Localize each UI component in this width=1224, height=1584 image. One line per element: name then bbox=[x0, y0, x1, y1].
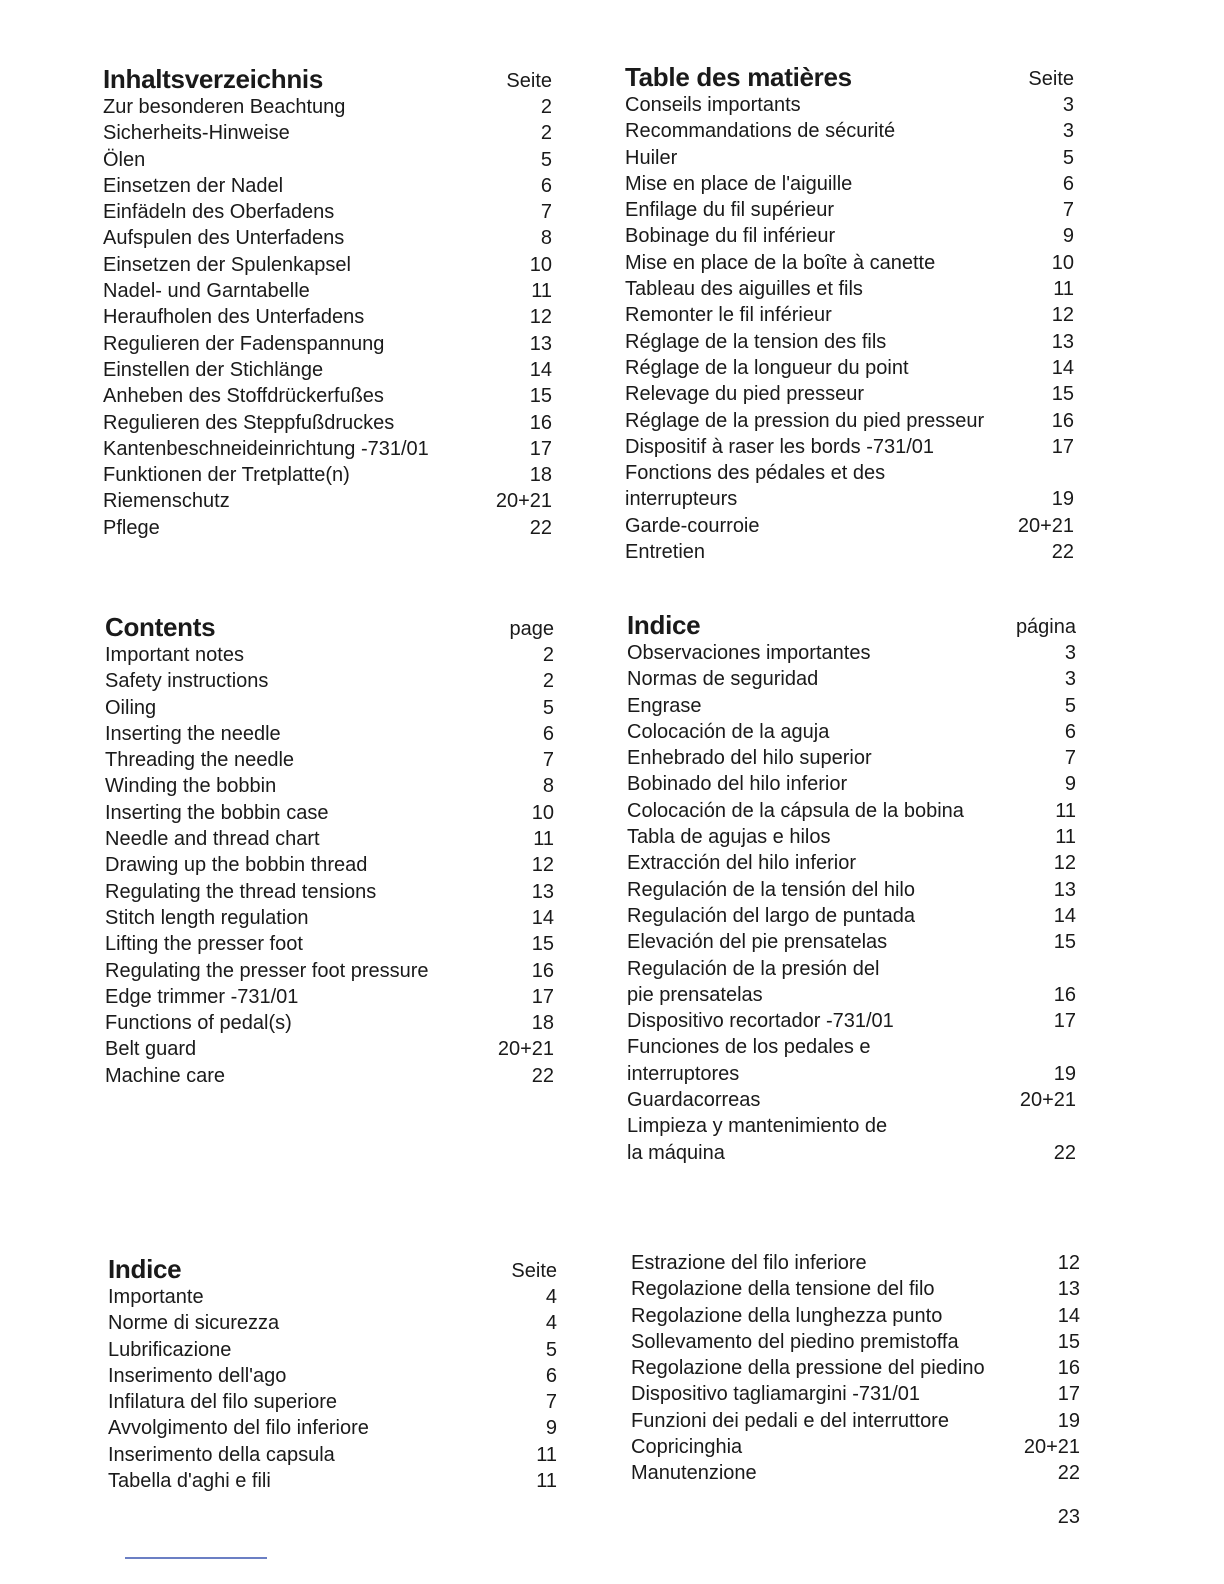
toc-entry-page: 7 bbox=[545, 1391, 557, 1414]
toc-entry bbox=[625, 223, 1074, 249]
toc-entry-page: 19 bbox=[1051, 488, 1074, 511]
toc-entry bbox=[627, 850, 1076, 876]
toc-entry bbox=[625, 302, 1074, 328]
toc-entry-page: 9 bbox=[545, 1417, 557, 1440]
toc-entry bbox=[627, 771, 1076, 797]
toc-entry bbox=[105, 852, 554, 878]
toc-entry bbox=[625, 513, 1074, 539]
toc-entry bbox=[103, 304, 552, 330]
toc-entry-page: 14 bbox=[1057, 1304, 1080, 1327]
toc-entry-page: 12 bbox=[529, 306, 552, 329]
toc-entry-label: Einsetzen der Nadel bbox=[103, 174, 284, 197]
toc-entry-label: Conseils importants bbox=[625, 94, 801, 116]
toc-entry-label: Oiling bbox=[105, 696, 157, 719]
toc-entry-page: 6 bbox=[1064, 720, 1076, 743]
toc-entry-label: Inserting the bobbin case bbox=[105, 801, 329, 824]
toc-entry bbox=[105, 1010, 554, 1036]
toc-entry-page: 8 bbox=[542, 775, 554, 798]
page-number: 23 bbox=[1057, 1506, 1080, 1528]
toc-spanish-page-label: página bbox=[1015, 616, 1076, 638]
toc-entry-page: 19 bbox=[1053, 1062, 1076, 1085]
toc-entry bbox=[103, 410, 552, 436]
toc-entry-page: 12 bbox=[531, 854, 554, 877]
toc-french-list bbox=[625, 92, 1074, 565]
toc-entry-page: 5 bbox=[540, 148, 552, 171]
toc-entry-page: 11 bbox=[533, 828, 554, 851]
toc-entry bbox=[108, 1284, 557, 1310]
toc-entry-label: Inserting the needle bbox=[105, 722, 281, 745]
toc-entry-label: Regulieren des Steppfußdruckes bbox=[103, 411, 395, 434]
toc-entry-page: 13 bbox=[1053, 878, 1076, 901]
toc-entry bbox=[625, 197, 1074, 223]
toc-entry bbox=[103, 488, 552, 514]
toc-entry-label: Huiler bbox=[625, 146, 678, 169]
toc-entry-label: Bobinage du fil inférieur bbox=[625, 225, 836, 248]
toc-entry-label: Manutenzione bbox=[631, 1462, 757, 1485]
toc-entry bbox=[105, 773, 554, 799]
toc-entry-label: Funzioni dei pedali e del interruttore bbox=[631, 1409, 949, 1432]
toc-entry-page: 5 bbox=[542, 696, 554, 719]
toc-entry-label: Mise en place de la boîte à canette bbox=[625, 251, 936, 274]
toc-entry-page: 17 bbox=[1057, 1383, 1080, 1406]
toc-entry-label: Colocación de la aguja bbox=[627, 720, 830, 743]
toc-entry bbox=[105, 800, 554, 826]
toc-entry-page: 10 bbox=[531, 801, 554, 824]
toc-entry-label: Important notes bbox=[105, 644, 244, 666]
toc-entry-label: Réglage de la longueur du point bbox=[625, 356, 909, 379]
toc-entry-page: 7 bbox=[1064, 747, 1076, 770]
toc-entry-page: 15 bbox=[529, 385, 552, 408]
toc-entry bbox=[631, 1460, 1080, 1486]
toc-entry-page: 22 bbox=[1051, 541, 1074, 564]
toc-entry-page: 11 bbox=[536, 1470, 557, 1493]
toc-entry bbox=[108, 1363, 557, 1389]
toc-entry-label: Estrazione del filo inferiore bbox=[631, 1252, 867, 1274]
toc-entry-page: 8 bbox=[540, 227, 552, 250]
toc-italian-continued-list bbox=[631, 1250, 1080, 1487]
toc-entry-label: Réglage de la tension des fils bbox=[625, 330, 887, 353]
toc-entry bbox=[108, 1468, 557, 1494]
toc-entry-label: Enhebrado del hilo superior bbox=[627, 747, 872, 770]
toc-entry-label: interrupteurs bbox=[625, 488, 738, 511]
toc-entry bbox=[105, 958, 554, 984]
toc-entry-page: 20+21 bbox=[497, 1038, 554, 1061]
toc-entry bbox=[631, 1355, 1080, 1381]
toc-entry bbox=[627, 1034, 1076, 1060]
toc-entry-page: 10 bbox=[1051, 251, 1074, 274]
toc-entry bbox=[627, 1087, 1076, 1113]
toc-entry-page: 9 bbox=[1064, 773, 1076, 796]
toc-entry bbox=[105, 721, 554, 747]
toc-entry bbox=[105, 747, 554, 773]
toc-entry-page: 16 bbox=[1057, 1357, 1080, 1380]
toc-entry-page: 5 bbox=[1064, 694, 1076, 717]
toc-entry-page: 14 bbox=[531, 906, 554, 929]
toc-entry-page: 13 bbox=[1057, 1278, 1080, 1301]
toc-entry bbox=[627, 745, 1076, 771]
toc-entry-label: Edge trimmer -731/01 bbox=[105, 985, 299, 1008]
toc-entry bbox=[627, 666, 1076, 692]
toc-entry-label: Copricinghia bbox=[631, 1436, 743, 1459]
toc-entry-label: Kantenbeschneideinrichtung -731/01 bbox=[103, 437, 429, 460]
toc-entry-page: 20+21 bbox=[1023, 1436, 1080, 1459]
toc-entry bbox=[625, 329, 1074, 355]
toc-entry bbox=[625, 118, 1074, 144]
toc-entry bbox=[625, 460, 1074, 486]
toc-entry-label: Dispositif à raser les bords -731/01 bbox=[625, 435, 935, 458]
toc-entry-label: Elevación del pie prensatelas bbox=[627, 931, 888, 954]
toc-entry bbox=[103, 383, 552, 409]
toc-entry-label: Observaciones importantes bbox=[627, 642, 871, 664]
toc-spanish-list bbox=[627, 640, 1076, 1166]
toc-entry-label: Lubrificazione bbox=[108, 1338, 232, 1361]
toc-entry bbox=[105, 642, 554, 668]
toc-entry-label: Engrase bbox=[627, 694, 702, 717]
toc-entry bbox=[105, 668, 554, 694]
toc-entry-page: 16 bbox=[529, 411, 552, 434]
toc-entry-label: Limpieza y mantenimiento de bbox=[627, 1115, 888, 1138]
toc-entry-page: 9 bbox=[1062, 225, 1074, 248]
toc-english-page-label: page bbox=[509, 618, 554, 640]
toc-entry bbox=[103, 94, 552, 120]
toc-entry-page: 11 bbox=[1055, 799, 1076, 822]
toc-entry bbox=[627, 719, 1076, 745]
toc-entry bbox=[625, 408, 1074, 434]
toc-entry-label: Dispositivo recortador -731/01 bbox=[627, 1010, 894, 1033]
toc-entry-label: Extracción del hilo inferior bbox=[627, 852, 856, 875]
toc-entry-page: 13 bbox=[529, 332, 552, 355]
toc-entry-page: 15 bbox=[1057, 1330, 1080, 1353]
toc-entry-label: Colocación de la cápsula de la bobina bbox=[627, 799, 964, 822]
toc-entry bbox=[103, 199, 552, 225]
toc-entry-label: Lifting the presser foot bbox=[105, 933, 303, 956]
toc-entry bbox=[108, 1337, 557, 1363]
toc-entry-page: 14 bbox=[1053, 904, 1076, 927]
toc-entry bbox=[105, 879, 554, 905]
toc-entry bbox=[627, 824, 1076, 850]
toc-entry-label: Regulating the presser foot pressure bbox=[105, 959, 429, 982]
toc-entry-page: 13 bbox=[531, 880, 554, 903]
toc-entry-label: Infilatura del filo superiore bbox=[108, 1391, 338, 1414]
toc-entry-page: 2 bbox=[542, 644, 554, 666]
toc-entry bbox=[631, 1250, 1080, 1276]
toc-entry-page: 22 bbox=[1057, 1462, 1080, 1485]
toc-entry bbox=[631, 1276, 1080, 1302]
toc-entry-page: 6 bbox=[1062, 172, 1074, 195]
toc-entry-label: Pflege bbox=[103, 516, 160, 539]
toc-entry bbox=[103, 147, 552, 173]
toc-german-title: Inhaltsverzeichnis bbox=[103, 64, 324, 94]
toc-entry bbox=[105, 1036, 554, 1062]
toc-entry-page: 18 bbox=[529, 464, 552, 487]
toc-entry-page: 2 bbox=[540, 96, 552, 118]
toc-german bbox=[103, 64, 552, 541]
toc-entry-page: 20+21 bbox=[1019, 1089, 1076, 1112]
toc-entry-label: Inserimento dell'ago bbox=[108, 1364, 287, 1387]
toc-entry bbox=[105, 1063, 554, 1089]
toc-entry bbox=[627, 640, 1076, 666]
toc-entry-page: 11 bbox=[536, 1443, 557, 1466]
toc-spanish bbox=[627, 610, 1076, 1166]
toc-entry-page: 22 bbox=[529, 516, 552, 539]
toc-entry bbox=[103, 331, 552, 357]
toc-entry-page: 16 bbox=[1051, 409, 1074, 432]
toc-entry-page: 19 bbox=[1057, 1409, 1080, 1432]
toc-entry-label: Heraufholen des Unterfadens bbox=[103, 306, 365, 329]
toc-entry-label: Tableau des aiguilles et fils bbox=[625, 278, 863, 301]
toc-entry-label: Sicherheits-Hinweise bbox=[103, 122, 290, 145]
toc-entry-page: 7 bbox=[1062, 199, 1074, 222]
toc-entry-label: Regulación de la presión del bbox=[627, 957, 880, 980]
toc-entry bbox=[631, 1303, 1080, 1329]
toc-entry bbox=[103, 252, 552, 278]
toc-entry-label: Bobinado del hilo inferior bbox=[627, 773, 848, 796]
toc-entry-label: Aufspulen des Unterfadens bbox=[103, 227, 345, 250]
toc-entry-page: 17 bbox=[1051, 435, 1074, 458]
toc-entry-page: 13 bbox=[1051, 330, 1074, 353]
toc-entry-page: 12 bbox=[1057, 1252, 1080, 1274]
toc-entry-page: 22 bbox=[531, 1064, 554, 1087]
toc-italian bbox=[108, 1254, 557, 1494]
toc-entry bbox=[631, 1408, 1080, 1434]
toc-entry-label: Tabla de agujas e hilos bbox=[627, 826, 831, 849]
toc-entry bbox=[631, 1329, 1080, 1355]
toc-entry bbox=[625, 434, 1074, 460]
toc-entry-page: 3 bbox=[1064, 668, 1076, 691]
toc-entry-label: Regolazione della lunghezza punto bbox=[631, 1304, 943, 1327]
toc-italian-continued bbox=[631, 1250, 1080, 1487]
toc-entry bbox=[627, 693, 1076, 719]
toc-entry-label: Guardacorreas bbox=[627, 1089, 761, 1112]
toc-entry bbox=[625, 381, 1074, 407]
toc-entry-page: 12 bbox=[1053, 852, 1076, 875]
toc-entry bbox=[627, 903, 1076, 929]
toc-entry bbox=[627, 982, 1076, 1008]
toc-french bbox=[625, 62, 1074, 565]
toc-entry bbox=[625, 355, 1074, 381]
toc-entry-page: 20+21 bbox=[495, 490, 552, 513]
toc-entry-page: 16 bbox=[531, 959, 554, 982]
toc-entry-label: Regulación de la tensión del hilo bbox=[627, 878, 915, 901]
toc-entry bbox=[103, 515, 552, 541]
toc-entry-label: Needle and thread chart bbox=[105, 828, 320, 851]
toc-entry bbox=[625, 539, 1074, 565]
toc-entry-label: Funktionen der Tretplatte(n) bbox=[103, 464, 350, 487]
toc-entry bbox=[103, 462, 552, 488]
toc-entry-label: Funciones de los pedales e bbox=[627, 1036, 871, 1059]
toc-entry bbox=[627, 956, 1076, 982]
toc-entry-label: Mise en place de l'aiguille bbox=[625, 172, 853, 195]
toc-entry-label: Ölen bbox=[103, 148, 146, 171]
toc-entry-page: 6 bbox=[542, 722, 554, 745]
toc-french-page-label: Seite bbox=[1028, 68, 1074, 90]
toc-entry-label: Belt guard bbox=[105, 1038, 197, 1061]
toc-entry-label: Regolazione della pressione del piedino bbox=[631, 1357, 985, 1380]
toc-entry-label: Zur besonderen Beachtung bbox=[103, 96, 346, 118]
toc-entry-page: 2 bbox=[542, 670, 554, 693]
toc-entry-label: Regolazione della tensione del filo bbox=[631, 1278, 935, 1301]
toc-entry bbox=[105, 905, 554, 931]
toc-entry-label: Regulating the thread tensions bbox=[105, 880, 377, 903]
toc-entry bbox=[108, 1389, 557, 1415]
toc-entry-page: 22 bbox=[1053, 1141, 1076, 1164]
toc-entry-label: Entretien bbox=[625, 541, 706, 564]
toc-italian-page-label: Seite bbox=[511, 1260, 557, 1282]
toc-entry-label: Sollevamento del piedino premistoffa bbox=[631, 1330, 959, 1353]
toc-entry bbox=[105, 931, 554, 957]
toc-entry-page: 15 bbox=[531, 933, 554, 956]
toc-entry-label: Norme di sicurezza bbox=[108, 1312, 280, 1335]
toc-entry-page: 11 bbox=[1053, 278, 1074, 301]
toc-entry bbox=[627, 1061, 1076, 1087]
toc-entry-label: Regulación del largo de puntada bbox=[627, 904, 915, 927]
toc-entry-page: 5 bbox=[1062, 146, 1074, 169]
toc-entry-page: 16 bbox=[1053, 983, 1076, 1006]
toc-entry-label: pie prensatelas bbox=[627, 983, 763, 1006]
toc-entry-label: Functions of pedal(s) bbox=[105, 1012, 292, 1035]
toc-entry bbox=[625, 171, 1074, 197]
toc-entry-label: interruptores bbox=[627, 1062, 740, 1085]
toc-entry-page: 11 bbox=[1055, 826, 1076, 849]
toc-entry-label: Inserimento della capsula bbox=[108, 1443, 335, 1466]
toc-entry-label: Dispositivo tagliamargini -731/01 bbox=[631, 1383, 921, 1406]
toc-entry-label: Stitch length regulation bbox=[105, 906, 309, 929]
toc-entry bbox=[625, 486, 1074, 512]
toc-entry bbox=[627, 1140, 1076, 1166]
toc-german-page-label: Seite bbox=[506, 70, 552, 92]
toc-entry-label: Drawing up the bobbin thread bbox=[105, 854, 368, 877]
toc-entry bbox=[625, 92, 1074, 118]
toc-entry-label: Threading the needle bbox=[105, 749, 295, 772]
toc-entry-label: Einfädeln des Oberfadens bbox=[103, 201, 335, 224]
toc-entry-page: 6 bbox=[545, 1364, 557, 1387]
toc-entry-label: Avvolgimento del filo inferiore bbox=[108, 1417, 369, 1440]
toc-entry bbox=[627, 798, 1076, 824]
toc-italian-title: Indice bbox=[108, 1254, 182, 1284]
toc-entry bbox=[103, 357, 552, 383]
toc-entry-page: 10 bbox=[529, 253, 552, 276]
toc-entry bbox=[625, 250, 1074, 276]
toc-entry-label: Einsetzen der Spulenkapsel bbox=[103, 253, 351, 276]
toc-entry-page: 3 bbox=[1062, 94, 1074, 116]
toc-entry-label: Réglage de la pression du pied presseur bbox=[625, 409, 985, 432]
toc-entry-page: 17 bbox=[531, 985, 554, 1008]
toc-entry-label: Importante bbox=[108, 1286, 204, 1308]
toc-entry bbox=[103, 225, 552, 251]
toc-entry-page: 7 bbox=[540, 201, 552, 224]
toc-entry-page: 4 bbox=[545, 1312, 557, 1335]
toc-entry bbox=[105, 695, 554, 721]
toc-entry-page: 2 bbox=[540, 122, 552, 145]
toc-entry bbox=[105, 984, 554, 1010]
toc-entry-label: Fonctions des pédales et des bbox=[625, 462, 886, 485]
toc-entry bbox=[108, 1415, 557, 1441]
toc-entry bbox=[627, 1008, 1076, 1034]
toc-entry-label: Recommandations de sécurité bbox=[625, 120, 896, 143]
toc-english bbox=[105, 612, 554, 1089]
toc-entry bbox=[108, 1310, 557, 1336]
toc-entry bbox=[627, 1113, 1076, 1139]
toc-entry-page: 17 bbox=[529, 437, 552, 460]
toc-entry-label: Einstellen der Stichlänge bbox=[103, 358, 324, 381]
toc-entry-page: 18 bbox=[531, 1012, 554, 1035]
toc-italian-list bbox=[108, 1284, 557, 1494]
toc-french-title: Table des matières bbox=[625, 62, 852, 92]
toc-entry-label: Normas de seguridad bbox=[627, 668, 819, 691]
toc-entry bbox=[103, 120, 552, 146]
toc-entry-page: 6 bbox=[540, 174, 552, 197]
toc-entry bbox=[108, 1442, 557, 1468]
toc-entry-label: Remonter le fil inférieur bbox=[625, 304, 832, 327]
toc-entry-label: Regulieren der Fadenspannung bbox=[103, 332, 385, 355]
bottom-rule bbox=[125, 1557, 267, 1559]
toc-entry-page: 14 bbox=[529, 358, 552, 381]
toc-entry bbox=[105, 826, 554, 852]
toc-entry-page: 17 bbox=[1053, 1010, 1076, 1033]
toc-entry-page: 3 bbox=[1064, 642, 1076, 664]
toc-entry bbox=[627, 929, 1076, 955]
toc-entry bbox=[631, 1381, 1080, 1407]
toc-entry bbox=[103, 278, 552, 304]
toc-entry-page: 15 bbox=[1051, 383, 1074, 406]
toc-spanish-title: Indice bbox=[627, 610, 701, 640]
toc-entry-label: Relevage du pied presseur bbox=[625, 383, 865, 406]
toc-entry-label: Anheben des Stoffdrückerfußes bbox=[103, 385, 384, 408]
toc-entry bbox=[627, 877, 1076, 903]
toc-entry-page: 11 bbox=[531, 280, 552, 303]
toc-entry-label: Machine care bbox=[105, 1064, 226, 1087]
toc-entry-page: 15 bbox=[1053, 931, 1076, 954]
toc-entry bbox=[103, 173, 552, 199]
toc-entry bbox=[625, 276, 1074, 302]
toc-entry bbox=[631, 1434, 1080, 1460]
toc-english-title: Contents bbox=[105, 612, 216, 642]
toc-entry-page: 12 bbox=[1051, 304, 1074, 327]
toc-entry-page: 7 bbox=[542, 749, 554, 772]
toc-german-list bbox=[103, 94, 552, 541]
toc-entry-page: 4 bbox=[545, 1286, 557, 1308]
toc-entry-label: Winding the bobbin bbox=[105, 775, 277, 798]
toc-entry-page: 14 bbox=[1051, 356, 1074, 379]
toc-entry bbox=[103, 436, 552, 462]
toc-entry-page: 3 bbox=[1062, 120, 1074, 143]
toc-entry bbox=[625, 145, 1074, 171]
toc-entry-page: 20+21 bbox=[1017, 514, 1074, 537]
toc-entry-label: Enfilage du fil supérieur bbox=[625, 199, 835, 222]
toc-entry-label: Safety instructions bbox=[105, 670, 269, 693]
toc-english-list bbox=[105, 642, 554, 1089]
toc-entry-label: Riemenschutz bbox=[103, 490, 230, 513]
toc-entry-label: Garde-courroie bbox=[625, 514, 760, 537]
toc-entry-label: la máquina bbox=[627, 1141, 725, 1164]
toc-entry-label: Tabella d'aghi e fili bbox=[108, 1470, 271, 1493]
toc-entry-page: 5 bbox=[545, 1338, 557, 1361]
toc-entry-label: Nadel- und Garntabelle bbox=[103, 280, 310, 303]
